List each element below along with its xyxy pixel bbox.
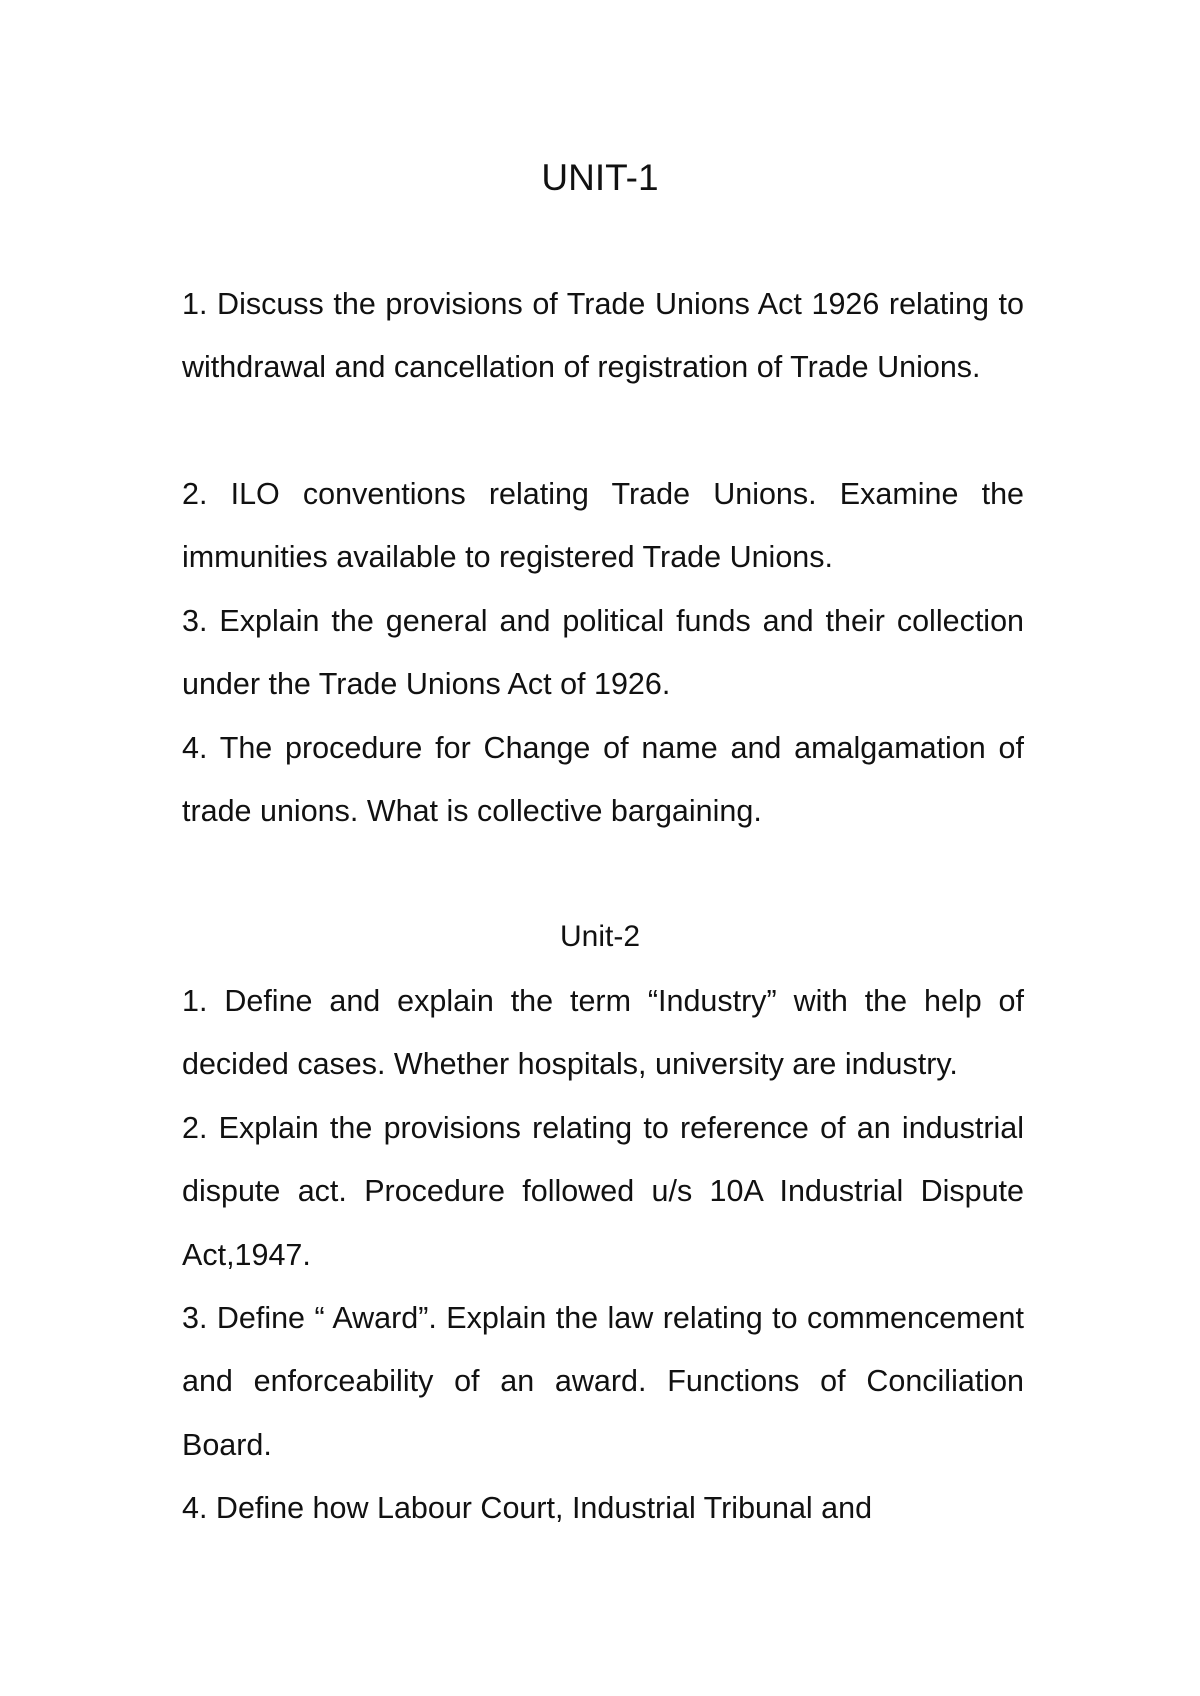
unit-1-question-1: [182, 273, 1024, 400]
question-number: 1.: [182, 287, 208, 321]
unit-1-title: UNIT-1: [541, 157, 659, 198]
question-number: 2.: [182, 1111, 208, 1145]
question-text: The procedure for Change of name and amalgamation of trade unions. What is collective bargaining.: [182, 731, 1024, 829]
question-number: 4.: [182, 1491, 208, 1525]
question-number: 4.: [182, 731, 208, 765]
question-text: Define “ Award”. Explain the law relating to commencement and enforceability of an award. Functions of Conciliation Board.: [182, 1301, 1024, 1462]
question-text: Explain the general and political funds and their collection under the Trade Unions Act of 1926.: [182, 604, 1024, 702]
unit-2-question-1: [182, 970, 1024, 1097]
unit-1-question-2: [182, 463, 1024, 590]
question-text: Define how Labour Court, Industrial Tribunal and: [215, 1491, 873, 1525]
question-text: ILO conventions relating Trade Unions. Examine the immunities available to registered Trade Unions.: [182, 477, 1024, 575]
unit-2-question-2: [182, 1097, 1024, 1287]
question-text: Explain the provisions relating to reference of an industrial dispute act. Procedure followed u/s 10A Industrial Dispute Act,1947.: [182, 1111, 1024, 1272]
question-text: Define and explain the term “Industry” with the help of decided cases. Whether hospitals, university are industry.: [182, 984, 1024, 1082]
unit-1-question-4: [182, 717, 1024, 844]
question-number: 3.: [182, 604, 208, 638]
unit-2-title: Unit-2: [559, 920, 641, 953]
unit-2-question-3: [182, 1287, 1024, 1477]
question-number: 3.: [182, 1301, 208, 1335]
unit-1-question-3: [182, 590, 1024, 717]
unit-2-question-4: [182, 1477, 1024, 1540]
question-number: 1.: [182, 984, 208, 1018]
question-text: Discuss the provisions of Trade Unions Act 1926 relating to withdrawal and cancellation of registration of Trade Unions.: [182, 287, 1024, 385]
question-number: 2.: [182, 477, 208, 511]
